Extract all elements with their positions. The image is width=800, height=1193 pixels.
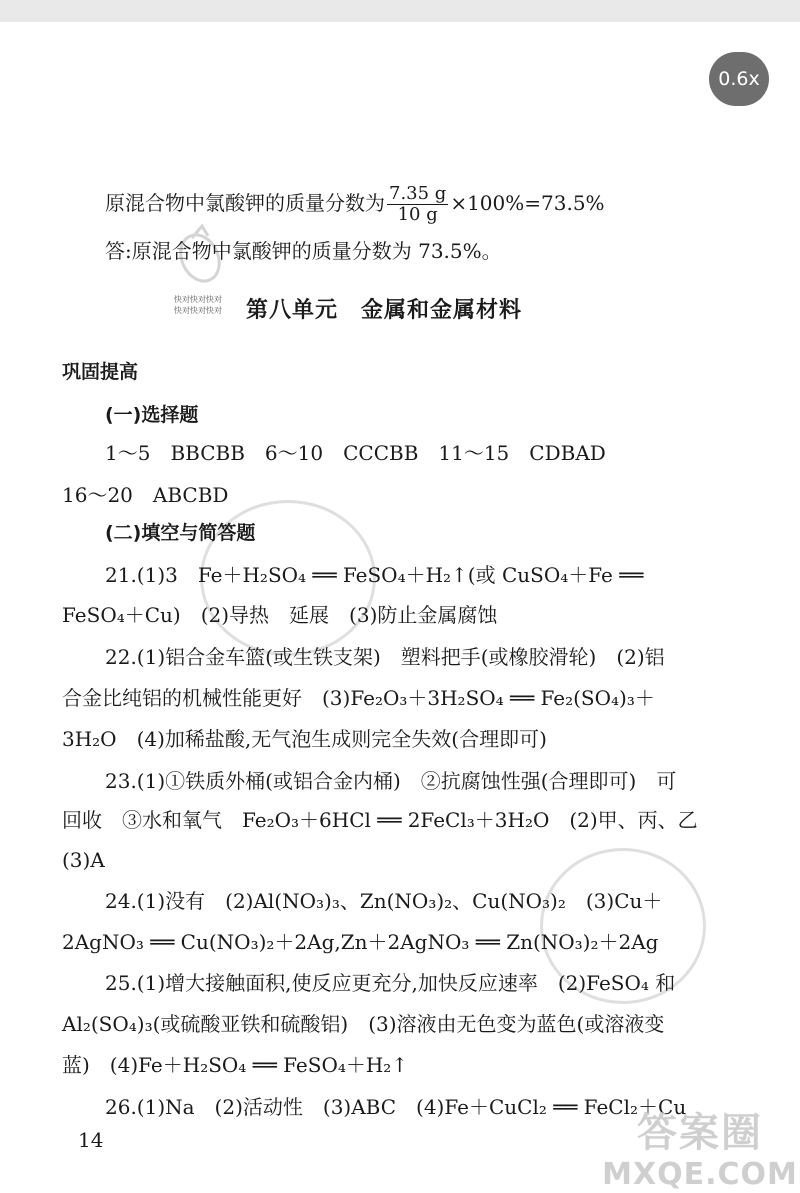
answer-22-line-3: 3H₂O (4)加稀盐酸,无气泡生成则完全失效(合理即可): [62, 727, 547, 751]
part-two-heading: (二)填空与简答题: [105, 522, 256, 544]
answer-25-line-1: 25.(1)增大接触面积,使反应更充分,加快反应速率 (2)FeSO₄ 和: [105, 971, 676, 995]
answer-24-line-1: 24.(1)没有 (2)Al(NO₃)₃、Zn(NO₃)₂、Cu(NO₃)₂ (3)Cu＋: [105, 889, 663, 913]
fraction-prefix: 原混合物中氯酸钾的质量分数为: [105, 191, 385, 215]
section-heading: 巩固提高: [62, 361, 139, 383]
answer-26-line-1: 26.(1)Na (2)活动性 (3)ABC (4)Fe＋CuCl₂ ══ FeCl₂＋Cu: [105, 1095, 687, 1119]
choice-answers-line-1: 1～5 BBCBB 6～10 CCCBB 11～15 CDBAD: [105, 441, 606, 465]
zoom-level-badge[interactable]: 0.6x: [709, 52, 769, 106]
fraction-suffix: ×100%=73.5%: [450, 191, 605, 215]
fraction-denominator: 10 g: [397, 204, 438, 225]
answer-23-line-1: 23.(1)①铁质外桶(或铝合金内桶) ②抗腐蚀性强(合理即可) 可: [105, 769, 677, 793]
answer-23-line-2: 回收 ③水和氧气 Fe₂O₃＋6HCl ══ 2FeCl₃＋3H₂O (2)甲、丙、乙: [62, 808, 698, 832]
answer-21-line-2: FeSO₄＋Cu) (2)导热 延展 (3)防止金属腐蚀: [62, 603, 498, 627]
watermark-url: MXQE.COM: [602, 1157, 798, 1192]
answer-21-line-1: 21.(1)3 Fe＋H₂SO₄ ══ FeSO₄＋H₂↑(或 CuSO₄＋Fe ══: [105, 563, 644, 587]
answer-line-fraction: [105, 184, 605, 225]
answer-25-line-3: 蓝) (4)Fe＋H₂SO₄ ══ FeSO₄＋H₂↑: [62, 1053, 409, 1077]
page-number: 14: [78, 1128, 104, 1152]
choice-answers-line-2: 16～20 ABCBD: [62, 483, 229, 507]
fraction-numerator: 7.35 g: [389, 183, 447, 204]
part-one-heading: (一)选择题: [105, 404, 199, 426]
answer-line-conclusion: 答:原混合物中氯酸钾的质量分数为 73.5%。: [105, 239, 502, 263]
answer-24-line-2: 2AgNO₃ ══ Cu(NO₃)₂＋2Ag,Zn＋2AgNO₃ ══ Zn(NO₃)₂＋2Ag: [62, 930, 659, 954]
small-stamp-line-2: 快对快对快对: [174, 306, 222, 315]
answer-22-line-2: 合金比纯铝的机械性能更好 (3)Fe₂O₃＋3H₂SO₄ ══ Fe₂(SO₄)₃＋: [62, 686, 655, 710]
site-watermark: [600, 1108, 800, 1193]
answer-25-line-2: Al₂(SO₄)₃(或硫酸亚铁和硫酸铝) (3)溶液由无色变为蓝色(或溶液变: [62, 1012, 665, 1036]
watermark-logo-text: 答案圈: [637, 1110, 763, 1156]
small-stamp-line-1: 快对快对快对: [174, 295, 222, 304]
answer-22-line-1: 22.(1)铝合金车篮(或生铁支架) 塑料把手(或橡胶滑轮) (2)铝: [105, 645, 665, 669]
chapter-title: 第八单元 金属和金属材料: [246, 298, 523, 323]
small-stamp-text: [168, 294, 228, 316]
viewer-top-bar: [0, 0, 800, 22]
fraction: [387, 184, 448, 225]
answer-23-line-3: (3)A: [62, 848, 105, 872]
